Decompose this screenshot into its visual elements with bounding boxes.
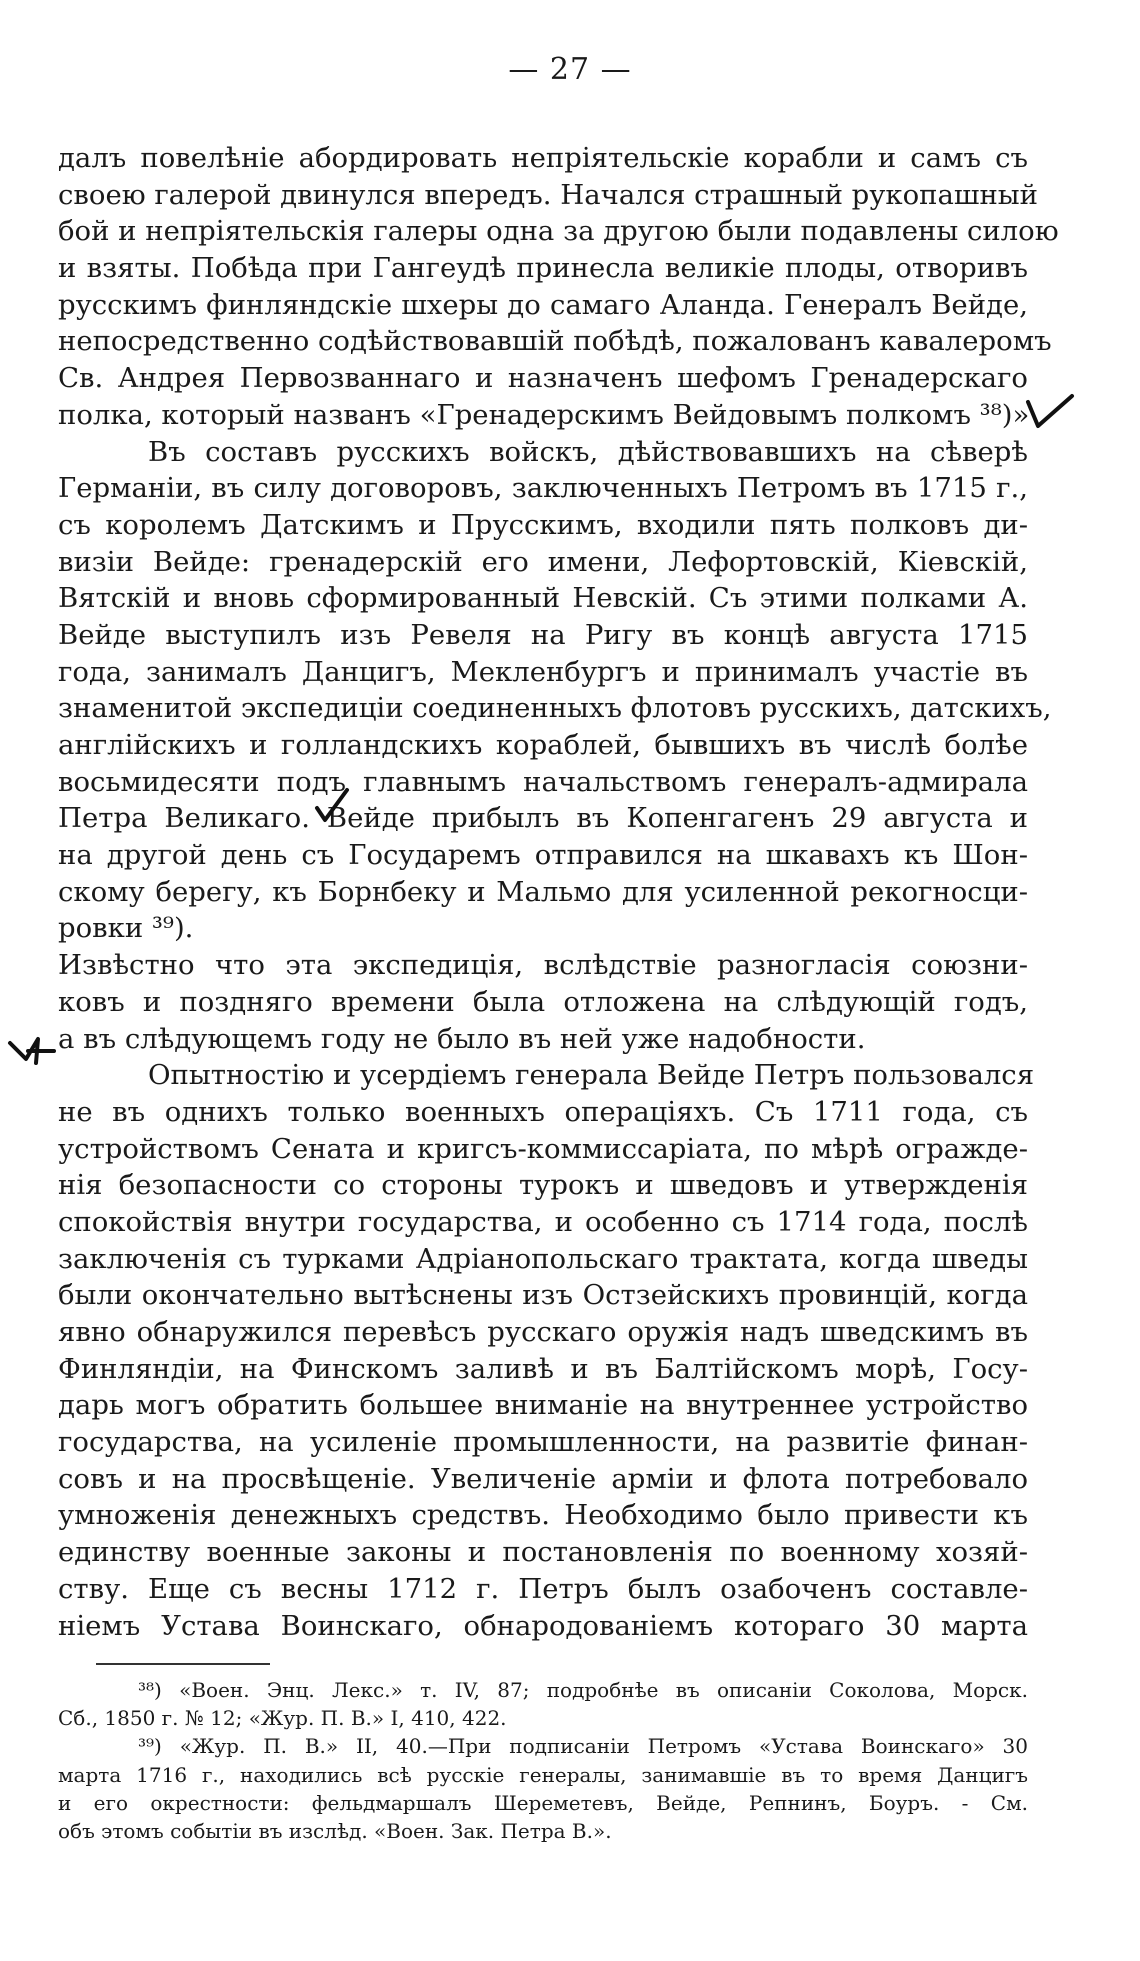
text-line: непосредственно содѣйствовавшій побѣдѣ, пожалованъ кавалеромъ <box>58 325 1052 358</box>
text-line: явно обнаружился перевѣсъ русскаго оружія надъ шведскимъ въ <box>58 1316 1028 1348</box>
text-line: государства, на усиленіе промышленности, на развитіе финан- <box>58 1426 1028 1459</box>
footnote-line: ³⁹) «Жур. П. В.» II, 40.—При подписаніи Петромъ «Устава Воинскаго» 30 <box>138 1734 1028 1759</box>
text-line: ству. Еще съ весны 1712 г. Петръ былъ озабоченъ составле- <box>58 1572 1028 1605</box>
footnote-line: марта 1716 г., находились всѣ русскіе генералы, занимавшіе въ то время Данцигъ <box>58 1762 1028 1787</box>
text-line: Германіи, въ силу договоровъ, заключенныхъ Петромъ въ 1715 г., <box>58 472 1028 505</box>
handwritten-checkmark-icon <box>313 788 351 824</box>
text-line: съ королемъ Датскимъ и Прусскимъ, входили пять полковъ ди- <box>58 508 1028 541</box>
text-line: русскимъ финляндскіе шхеры до самаго Аланда. Генералъ Вейде, <box>58 288 1028 321</box>
text-line: и взяты. Побѣда при Гангеудѣ принесла великіе плоды, отворивъ <box>58 252 1028 285</box>
text-line: восьмидесяти подъ главнымъ начальствомъ генералъ-адмирала <box>58 765 1028 798</box>
text-line: Св. Андрея Первозваннаго и назначенъ шефомъ Гренадерскаго <box>58 362 1028 395</box>
text-line: ніемъ Устава Воинскаго, обнародованіемъ котораго 30 марта <box>58 1609 1028 1642</box>
text-line: спокойствія внутри государства, и особенно съ 1714 года, послѣ <box>58 1205 1028 1238</box>
text-line: умноженія денежныхъ средствъ. Необходимо было привести къ <box>58 1499 1028 1532</box>
text-line: знаменитой экспедиціи соединенныхъ флотовъ русскихъ, датскихъ, <box>58 692 1052 725</box>
text-line: единству военные законы и постановленія по военному хозяй- <box>58 1536 1028 1569</box>
text-line: Въ составъ русскихъ войскъ, дѣйствовавшихъ на сѣверѣ <box>148 435 1028 468</box>
text-line: дарь могъ обратить большее вниманіе на внутреннее устройство <box>58 1389 1028 1422</box>
text-line: заключенія съ турками Адріанопольскаго трактата, когда шведы <box>58 1242 1028 1275</box>
text-line: далъ повелѣніе абордировать непріятельскіе корабли и самъ съ <box>58 142 1028 174</box>
handwritten-checkmark-icon <box>1022 392 1078 432</box>
text-line: совъ и на просвѣщеніе. Увеличеніе арміи и флота потребовало <box>58 1462 1028 1495</box>
text-line: бой и непріятельскія галеры одна за другою были подавлены силою <box>58 215 1059 248</box>
text-line: Извѣстно что эта экспедиція, вслѣдствіе разногласія союзни- <box>58 949 1028 982</box>
footnote-line: объ этомъ событіи въ изслѣд. «Воен. Зак. Петра В.». <box>58 1818 612 1843</box>
text-line: ровки ³⁹). <box>58 912 194 945</box>
footnote-line: ³⁸) «Воен. Энц. Лекс.» т. IV, 87; подробнѣе въ описаніи Соколова, Морск. <box>138 1678 1028 1702</box>
text-line: Вейде выступилъ изъ Ревеля на Ригу въ концѣ августа 1715 <box>58 618 1028 651</box>
text-line: скому берегу, къ Борнбеку и Мальмо для усиленной рекогносци- <box>58 875 1028 908</box>
text-line: нія безопасности со стороны турокъ и шведовъ и утвержденія <box>58 1169 1028 1202</box>
text-line: ковъ и поздняго времени была отложена на слѣдующій годъ, <box>58 985 1028 1018</box>
text-line: своею галерой двинулся впередъ. Начался страшный рукопашный <box>58 178 1039 211</box>
page-number: — 27 — <box>508 52 632 87</box>
text-line: Петра Великаго. Вейде прибылъ въ Копенгагенъ 29 августа и <box>58 802 1028 835</box>
handwritten-checkmark-icon <box>8 1037 58 1067</box>
text-line: на другой день съ Государемъ отправился на шкавахъ къ Шон- <box>58 839 1028 872</box>
footnotes <box>58 1676 1028 1845</box>
footnote-divider <box>96 1663 270 1665</box>
text-line: были окончательно вытѣснены изъ Остзейскихъ провинцій, когда <box>58 1279 1028 1312</box>
text-line: не въ однихъ только военныхъ операціяхъ. Съ 1711 года, съ <box>58 1095 1028 1128</box>
footnote-line: Сб., 1850 г. № 12; «Жур. П. В.» I, 410, 422. <box>58 1706 507 1731</box>
main-text <box>58 140 1059 1644</box>
text-line: Вятскій и вновь сформированный Невскій. Съ этими полками А. <box>58 582 1028 615</box>
text-line: англійскихъ и голландскихъ кораблей, бывшихъ въ числѣ болѣе <box>58 729 1028 761</box>
text-line: Финляндіи, на Финскомъ заливѣ и въ Балтійскомъ морѣ, Госу- <box>58 1352 1028 1385</box>
text-line: а въ слѣдующемъ году не было въ ней уже надобности. <box>58 1022 866 1055</box>
text-line: устройствомъ Сената и кригсъ-коммиссаріата, по мѣрѣ огражде- <box>58 1132 1028 1165</box>
text-line: Опытностію и усердіемъ генерала Вейде Петръ пользовался <box>148 1059 1035 1092</box>
text-line: визіи Вейде: гренадерскій его имени, Лефортовскій, Кіевскій, <box>58 545 1028 578</box>
footnote-line: и его окрестности: фельдмаршалъ Шереметевъ, Вейде, Репнинъ, Боуръ. - См. <box>58 1790 1028 1815</box>
text-line: года, занималъ Данцигъ, Мекленбургъ и принималъ участіе въ <box>58 655 1028 688</box>
text-line: полка, который названъ «Гренадерскимъ Вейдовымъ полкомъ ³⁸)» <box>58 398 1030 431</box>
